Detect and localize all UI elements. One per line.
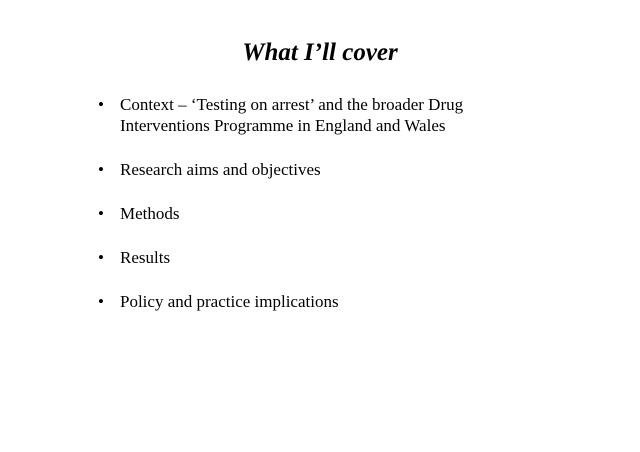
bullet-item-policy: [98, 291, 578, 312]
bullet-text-line: Methods: [120, 204, 180, 223]
bullet-icon: •: [98, 204, 104, 223]
bullet-text-line: Research aims and objectives: [120, 160, 321, 179]
bullet-item-methods: [98, 203, 578, 224]
bullet-icon: •: [98, 292, 104, 311]
bullet-icon: •: [98, 95, 104, 114]
bullet-text-line: Context – ‘Testing on arrest’ and the broader Drug: [120, 95, 464, 114]
bullet-icon: •: [98, 160, 104, 179]
bullet-list: [98, 94, 578, 335]
bullet-item-results: [98, 247, 578, 268]
slide-title: What I’ll cover: [242, 39, 398, 66]
bullet-text-line: Results: [120, 248, 171, 267]
bullet-item-research-aims: [98, 159, 578, 180]
bullet-item-context: [98, 94, 578, 136]
bullet-text-line: Policy and practice implications: [120, 292, 339, 311]
bullet-icon: •: [98, 248, 104, 267]
bullet-text-line: Interventions Programme in England and Wales: [120, 116, 446, 135]
